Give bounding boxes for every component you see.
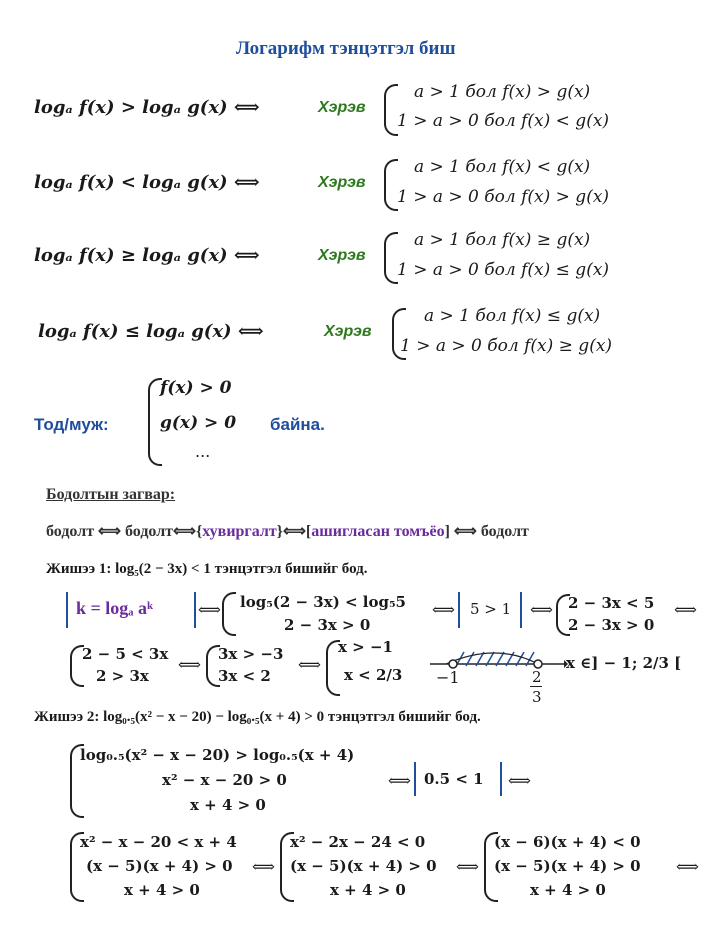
example-2-s2-a: x² − x − 20 < x + 4 xyxy=(80,833,237,851)
rule-3-case-1: a > 1 бол f(x) ≥ g(x) xyxy=(414,230,591,250)
rule-2-word: Хэрэв xyxy=(318,174,366,191)
example-2-s2-b: (x − 5)(x + 4) > 0 xyxy=(86,857,233,875)
example-1-arrow-2: ⟺ xyxy=(432,600,455,619)
example-2-arrow-4: ⟺ xyxy=(456,857,479,876)
domain-line-1: f(x) > 0 xyxy=(160,378,232,398)
domain-tail: байна. xyxy=(270,415,325,434)
rule-2-brace xyxy=(384,159,398,211)
rule-4-case-2: 1 > a > 0 бол f(x) ≥ g(x) xyxy=(400,336,613,356)
page-title: Логарифм тэнцэтгэл биш xyxy=(236,38,456,59)
domain-line-3: ... xyxy=(195,442,211,461)
example-1-sys2-a: 2 − 3x < 5 xyxy=(568,594,655,612)
example-1-answer: x ∈] − 1; 2/3 [ xyxy=(566,654,682,672)
example-1-sys2-b: 2 − 3x > 0 xyxy=(568,616,655,634)
example-2-s3-c: x + 4 > 0 xyxy=(330,881,406,899)
example-2-s2-c: x + 4 > 0 xyxy=(124,881,200,899)
example-1-sys4-a: 3x > −3 xyxy=(218,645,284,663)
example-2-s4-b: (x − 5)(x + 4) > 0 xyxy=(494,857,641,875)
example-2-s1-a: log₀.₅(x² − x − 20) > log₀.₅(x + 4) xyxy=(80,746,355,764)
example-2-arrow-5: ⟺ xyxy=(676,857,699,876)
rule-2-case-1: a > 1 бол f(x) < g(x) xyxy=(414,157,591,177)
rule-3-case-2: 1 > a > 0 бол f(x) ≤ g(x) xyxy=(397,260,610,280)
rule-2-lhs: logₐ f(x) < logₐ g(x) ⟺ xyxy=(34,172,260,193)
rule-4-word: Хэрэв xyxy=(324,323,372,340)
example-1-sys1-a: log₅(2 − 3x) < log₅5 xyxy=(240,593,406,611)
example-1-cond: 5 > 1 xyxy=(470,600,512,618)
scheme-part-b: хувиргалт xyxy=(202,523,277,540)
example-1-arrow-4: ⟺ xyxy=(674,600,697,619)
example-2-title: Жишээ 2: log₀.₅(x² − x − 20) − log₀.₅(x + 4) > 0 тэнцэтгэл бишийг бод. xyxy=(34,709,481,725)
rule-1-case-1: a > 1 бол f(x) > g(x) xyxy=(414,82,591,102)
example-2-s4-a: (x − 6)(x + 4) < 0 xyxy=(494,833,641,851)
example-1-sys3-b: 2 > 3x xyxy=(96,667,149,685)
scheme-heading: Бодолтын загвар: xyxy=(46,486,176,503)
example-1-formula: k = logₐ aᵏ xyxy=(76,598,154,618)
rule-1-word: Хэрэв xyxy=(318,99,366,116)
rule-1-lhs: logₐ f(x) > logₐ g(x) ⟺ xyxy=(34,97,260,118)
example-1-sys5-a: x > −1 xyxy=(338,638,393,656)
example-2-s1-b: x² − x − 20 > 0 xyxy=(162,771,287,789)
example-2-arrow-1: ⟺ xyxy=(388,771,411,790)
example-2-s3-b: (x − 5)(x + 4) > 0 xyxy=(290,857,437,875)
example-1-arrow-3: ⟺ xyxy=(530,600,553,619)
example-2-arrow-2: ⟺ xyxy=(508,771,531,790)
example-1-arrow-1: ⟺ xyxy=(198,600,221,619)
scheme-line xyxy=(46,521,529,541)
scheme-part-a: бодолт ⟺ бодолт⟺{ xyxy=(46,523,203,540)
rule-1-brace xyxy=(384,84,398,136)
axis-label-right-num: 2 xyxy=(532,668,542,686)
scheme-part-d: ашигласан томъёо xyxy=(311,523,445,540)
rule-3-word: Хэрэв xyxy=(318,247,366,264)
example-1-sys1-b: 2 − 3x > 0 xyxy=(284,616,371,634)
example-2-arrow-3: ⟺ xyxy=(252,857,275,876)
scheme-part-e: ] ⟺ бодолт xyxy=(444,523,529,540)
example-2-s1-c: x + 4 > 0 xyxy=(190,796,266,814)
example-1-sys5-b: x < 2/3 xyxy=(344,666,403,684)
axis-label-left: −1 xyxy=(436,668,460,687)
scheme-part-c: }⟺[ xyxy=(276,523,312,540)
rule-4-lhs: logₐ f(x) ≤ logₐ g(x) ⟺ xyxy=(38,321,264,342)
rule-1-case-2: 1 > a > 0 бол f(x) < g(x) xyxy=(397,111,610,131)
example-1-sys3-a: 2 − 5 < 3x xyxy=(82,645,169,663)
axis-fraction-bar xyxy=(530,686,542,687)
example-1-arrow-5: ⟺ xyxy=(178,655,201,674)
rule-4-case-1: a > 1 бол f(x) ≤ g(x) xyxy=(424,306,601,326)
example-1-arrow-6: ⟺ xyxy=(298,655,321,674)
example-2-s3-a: x² − 2x − 24 < 0 xyxy=(290,833,426,851)
example-1-title: Жишээ 1: log₅(2 − 3x) < 1 тэнцэтгэл бишийг бод. xyxy=(46,561,368,577)
example-2-cond: 0.5 < 1 xyxy=(424,770,484,788)
axis-label-right-den: 3 xyxy=(532,688,542,706)
rule-2-case-2: 1 > a > 0 бол f(x) > g(x) xyxy=(397,187,610,207)
rule-3-lhs: logₐ f(x) ≥ logₐ g(x) ⟺ xyxy=(34,245,260,266)
example-2-s4-c: x + 4 > 0 xyxy=(530,881,606,899)
rule-3-brace xyxy=(384,232,398,284)
domain-label: Тод/муж: xyxy=(34,415,109,434)
example-1-sys1-brace xyxy=(222,592,236,636)
example-1-sys4-b: 3x < 2 xyxy=(218,667,271,685)
domain-line-2: g(x) > 0 xyxy=(160,413,237,433)
